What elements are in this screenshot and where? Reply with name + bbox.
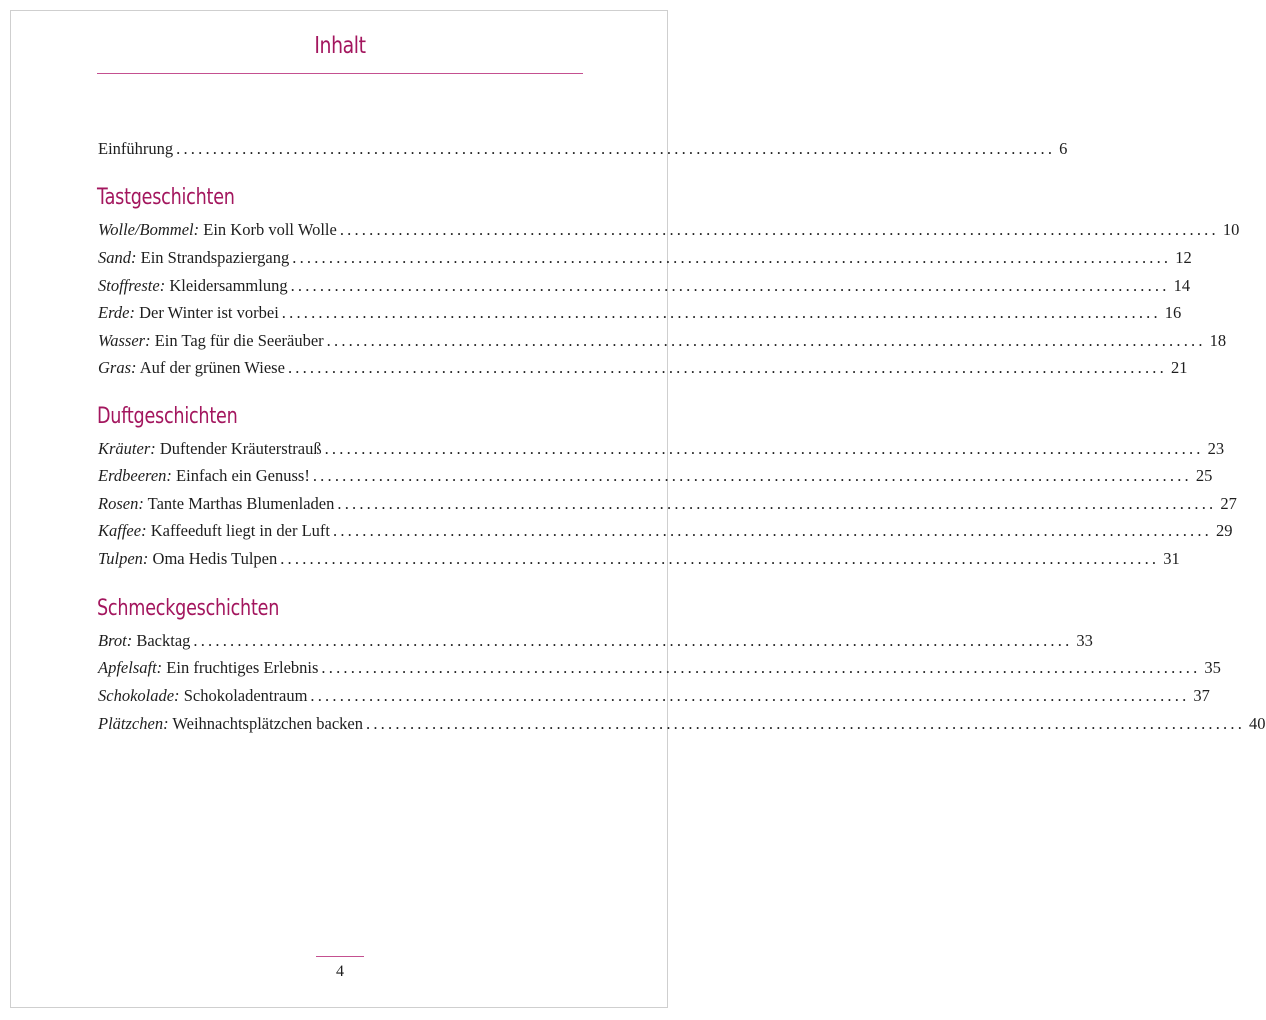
- toc-entry-category: Erde:: [98, 303, 135, 322]
- toc-entry-category: Erdbeeren:: [98, 466, 172, 485]
- toc-page-number: 37: [1193, 686, 1210, 705]
- toc-page-number: 12: [1175, 248, 1192, 267]
- leader-dots: ........................................................................................................................: [281, 303, 1161, 322]
- page-number: 4: [336, 963, 344, 980]
- toc-entry[interactable]: [98, 220, 1240, 244]
- toc-entry-category: Wolle/Bommel:: [98, 220, 200, 239]
- page-title: Inhalt: [314, 33, 366, 59]
- toc-entry-text: Ein fruchtiges Erlebnis: [166, 658, 319, 677]
- toc-entry-category: Gras:: [98, 358, 137, 377]
- toc-entry-text: Ein Tag für die Seeräuber: [154, 331, 324, 350]
- toc-entry-category: Sand:: [98, 248, 137, 267]
- section-heading-schmeck: Schmeckgeschichten: [97, 596, 280, 621]
- toc-page-number: 16: [1164, 303, 1182, 322]
- toc-page-number: 40: [1249, 714, 1266, 733]
- toc-entry-text: Ein Strandspaziergang: [140, 248, 290, 267]
- toc-page-number: 18: [1209, 331, 1227, 350]
- toc-page-number: 6: [1059, 139, 1068, 158]
- toc-entry-category: Wasser:: [98, 331, 151, 350]
- toc-page-number: 35: [1204, 658, 1221, 677]
- toc-entry[interactable]: [98, 303, 1182, 327]
- toc-page-number: 25: [1195, 466, 1213, 485]
- toc-entry-text: Duftender Kräuterstrauß: [159, 439, 322, 458]
- toc-entry-text: Backtag: [136, 631, 191, 650]
- toc-entry[interactable]: [98, 549, 1180, 573]
- toc-entry[interactable]: [98, 331, 1227, 355]
- toc-entry[interactable]: [98, 439, 1225, 463]
- toc-page-number: 33: [1076, 631, 1093, 650]
- leader-dots: ........................................................................................................................: [324, 439, 1204, 458]
- toc-entry[interactable]: [98, 276, 1191, 300]
- toc-entry-text: Kaffeeduft liegt in der Luft: [150, 521, 330, 540]
- toc-entry-text: Oma Hedis Tulpen: [152, 549, 278, 568]
- toc-entry-text: Schokoladentraum: [183, 686, 308, 705]
- toc-entry-text: Der Winter ist vorbei: [139, 303, 279, 322]
- toc-entry-category: Kräuter:: [98, 439, 156, 458]
- leader-dots: ........................................................................................................................: [333, 521, 1212, 540]
- leader-dots: ........................................................................................................................: [193, 631, 1073, 650]
- leader-dots: ........................................................................................................................: [290, 276, 1170, 295]
- toc-entry-category: Brot:: [98, 631, 133, 650]
- toc-entry-text: Weihnachtsplätzchen backen: [172, 714, 364, 733]
- toc-page-number: 27: [1220, 494, 1237, 513]
- toc-page-number: 23: [1207, 439, 1225, 458]
- toc-entry[interactable]: [98, 358, 1188, 382]
- toc-entry-category: Stoffreste:: [98, 276, 166, 295]
- section-heading-tast: Tastgeschichten: [97, 185, 235, 210]
- toc-entry[interactable]: [98, 631, 1093, 655]
- section-heading-duft: Duftgeschichten: [97, 404, 238, 429]
- leader-dots: ........................................................................................................................: [339, 220, 1219, 239]
- toc-entry[interactable]: [98, 248, 1192, 272]
- leader-dots: ........................................................................................................................: [366, 714, 1246, 733]
- leader-dots: ........................................................................................................................: [280, 549, 1160, 568]
- toc-entry[interactable]: [98, 521, 1233, 545]
- toc-page-number: 29: [1216, 521, 1233, 540]
- leader-dots: ........................................................................................................................: [310, 686, 1190, 705]
- toc-entry-text: Einfach ein Genuss!: [176, 466, 310, 485]
- toc-entry[interactable]: [98, 686, 1210, 710]
- toc-entry[interactable]: [98, 714, 1266, 738]
- toc-entry-intro[interactable]: [98, 139, 1068, 163]
- toc-page-number: 14: [1173, 276, 1191, 295]
- toc-entry-category: Schokolade:: [98, 686, 180, 705]
- toc-entry-text: Tante Marthas Blumenladen: [147, 494, 335, 513]
- leader-dots: ........................................................................................................................: [337, 494, 1217, 513]
- toc-entry[interactable]: [98, 658, 1221, 682]
- toc-page-number: 21: [1170, 358, 1188, 377]
- toc-entry-text: Kleidersammlung: [169, 276, 288, 295]
- leader-dots: ........................................................................................................................: [326, 331, 1206, 350]
- toc-entry-category: Kaffee:: [98, 521, 147, 540]
- footer-divider: [316, 956, 364, 957]
- toc-entry-category: Apfelsaft:: [98, 658, 163, 677]
- toc-entry[interactable]: [98, 494, 1237, 518]
- toc-entry-category: Rosen:: [98, 494, 144, 513]
- toc-entry[interactable]: [98, 466, 1213, 490]
- toc-entry-category: Tulpen:: [98, 549, 149, 568]
- toc-entry-text: Auf der grünen Wiese: [139, 358, 285, 377]
- toc-entry-text: Einführung: [98, 139, 174, 158]
- toc-page-number: 31: [1163, 549, 1180, 568]
- leader-dots: ........................................................................................................................: [321, 658, 1201, 677]
- leader-dots: ........................................................................................................................: [312, 466, 1192, 485]
- leader-dots: ........................................................................................................................: [292, 248, 1172, 267]
- leader-dots: ........................................................................................................................: [287, 358, 1167, 377]
- toc-entry-category: Plätzchen:: [98, 714, 169, 733]
- toc-entry-text: Ein Korb voll Wolle: [203, 220, 337, 239]
- toc-page-number: 10: [1222, 220, 1240, 239]
- title-divider: [97, 73, 583, 74]
- leader-dots: ........................................................................................................................: [176, 139, 1056, 158]
